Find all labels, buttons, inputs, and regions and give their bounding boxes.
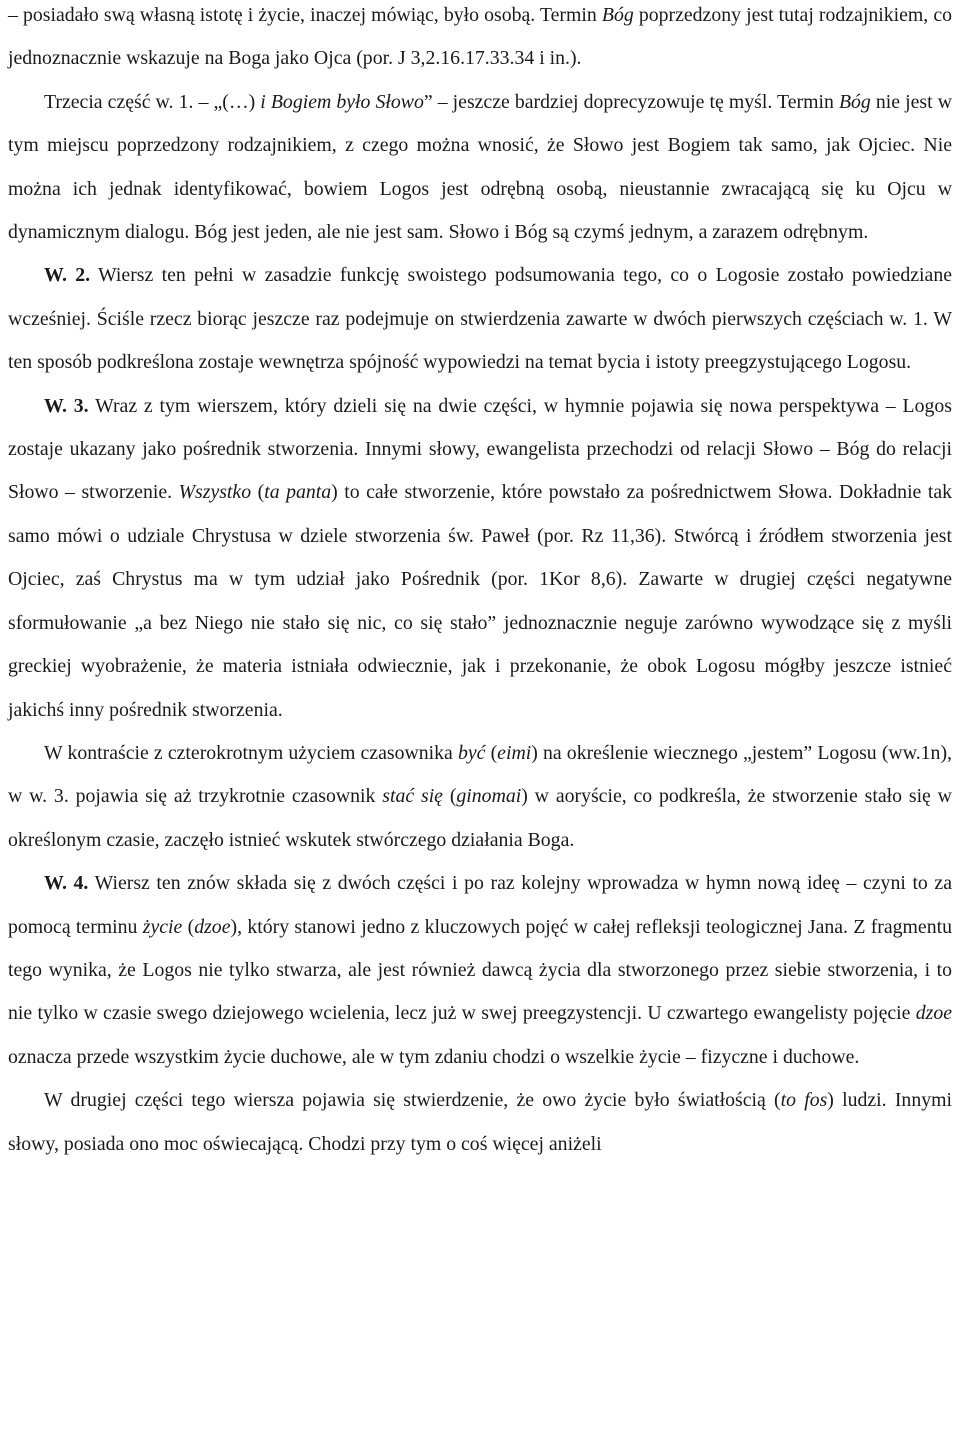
- italic-term: życie: [142, 915, 183, 938]
- italic-term: eimi: [497, 741, 532, 764]
- italic-term: dzoe: [915, 1002, 952, 1025]
- text-run: oznacza przede wszystkim życie duchowe, ale w tym zdaniu chodzi o wszelkie życie – fizyczne i duchowe.: [8, 1045, 860, 1068]
- text-run: poprzedzony jest tutaj rodzajnikiem, co jednoznacznie wskazuje na Boga jako Ojca (por. J 3,2.16.17.33.34 i in.).: [8, 4, 952, 70]
- text-run: W kontraście z czterokrotnym użyciem czasownika: [44, 741, 458, 764]
- text-run: – posiadało swą własną istotę i życie, inaczej mówiąc, było osobą. Termin: [8, 4, 602, 26]
- italic-term: być: [457, 741, 486, 764]
- paragraph-verse-1-part-3: [8, 81, 952, 255]
- paragraph-verb-contrast: [8, 732, 952, 862]
- italic-term: ta panta: [264, 481, 332, 504]
- text-run: (: [251, 481, 265, 504]
- text-run: (: [485, 741, 498, 764]
- verse-marker: W. 2.: [44, 264, 91, 287]
- italic-term: Wszystko: [178, 481, 252, 504]
- italic-term: ginomai: [456, 785, 522, 808]
- text-run: (: [442, 785, 457, 808]
- text-run: Wraz z tym wierszem, który dzieli się na dwie części, w hymnie pojawia się nowa perspektywa – Logos zostaje ukazany jako pośrednik stworzenia. Innymi słowy, ewangelista przechodzi od relacji Słowo – Bóg do relacji Słowo – stworzenie.: [8, 394, 952, 504]
- italic-term: dzoe: [194, 915, 231, 938]
- text-run: Wiersz ten pełni w zasadzie funkcję swoistego podsumowania tego, co o Logosie zostało powiedziane wcześniej. Ściśle rzecz biorąc jeszcze raz podejmuje on stwierdzenia zawarte w dwóch pierwszych częściach w. 1. W ten sposób podkreślona zostaje wewnętrza spójność wypowiedzi na temat bycia i istoty preegzystującego Logosu.: [8, 264, 952, 374]
- italic-term: to fos: [780, 1089, 828, 1112]
- paragraph-verse-4: [8, 862, 952, 1079]
- italic-term: stać się: [382, 785, 443, 808]
- paragraph-verse-2: [8, 254, 952, 384]
- paragraph-verse-4-part-2: [8, 1079, 952, 1166]
- italic-term: Bóg: [838, 90, 871, 113]
- text-run: W drugiej części tego wiersza pojawia się stwierdzenie, że owo życie było światłością (: [44, 1089, 781, 1112]
- italic-term: i Bogiem było Słowo: [260, 90, 424, 113]
- italic-term: Bóg: [601, 4, 634, 26]
- text-run: ) to całe stworzenie, które powstało za pośrednictwem Słowa. Dokładnie tak samo mówi o udziale Chrystusa w dziele stworzenia św. Paweł (por. Rz 11,36). Stwórcą i źródłem stworzenia jest Ojciec, zaś Chrystus ma w tym udział jako Pośrednik (por. 1Kor 8,6). Zawarte w drugiej części negatywne sformułowanie „a bez Niego nie stało się nic, co się stało” jednoznacznie neguje zarówno wywodzące się z myśli greckiej wyobrażenie, że materia istniała odwiecznie, jak i przekonanie, że obok Logosu mógłby jeszcze istnieć jakichś inny pośrednik stworzenia.: [8, 481, 953, 721]
- verse-marker: W. 3.: [44, 394, 89, 417]
- paragraph-verse-3: [8, 385, 952, 732]
- text-run: ) w aoryście, co podkreśla, że stworzenie stało się w określonym czasie, zaczęło istnieć wskutek stwórczego działania Boga.: [8, 785, 952, 851]
- text-run: ” – jeszcze bardziej doprecyzowuje tę myśl. Termin: [423, 90, 839, 113]
- text-run: ) na określenie wiecznego „jestem” Logosu (ww.1n), w w. 3. pojawia się aż trzykrotnie czasownik: [8, 741, 952, 808]
- verse-marker: W. 4.: [44, 872, 89, 895]
- text-run: Trzecia część w. 1. – „(…): [44, 90, 261, 113]
- text-run: ) ludzi. Innymi słowy, posiada ono moc oświecającą. Chodzi przy tym o coś więcej aniżeli: [8, 1089, 952, 1155]
- paragraph-continuation: [8, 0, 952, 81]
- text-run: (: [182, 915, 195, 938]
- text-run: nie jest w tym miejscu poprzedzony rodzajnikiem, z czego można wnosić, że Słowo jest Bogiem tak samo, jak Ojciec. Nie można ich jednak identyfikować, bowiem Logos jest odrębną osobą, nieustannie zwracającą się ku Ojcu w dynamicznym dialogu. Bóg jest jeden, ale nie jest sam. Słowo i Bóg są czymś jednym, a zarazem odrębnym.: [8, 90, 952, 244]
- text-run: ), który stanowi jedno z kluczowych pojęć w całej refleksji teologicznej Jana. Z fragmentu tego wynika, że Logos nie tylko stwarza, ale jest również dawcą życia dla stworzonego przez siebie stworzenia, i to nie tylko w czasie swego dziejowego wcielenia, lecz już w swej preegzystencji. U czwartego ewangelisty pojęcie: [8, 915, 952, 1025]
- text-run: Wiersz ten znów składa się z dwóch części i po raz kolejny wprowadza w hymn nową ideę – czyni to za pomocą terminu: [8, 872, 952, 938]
